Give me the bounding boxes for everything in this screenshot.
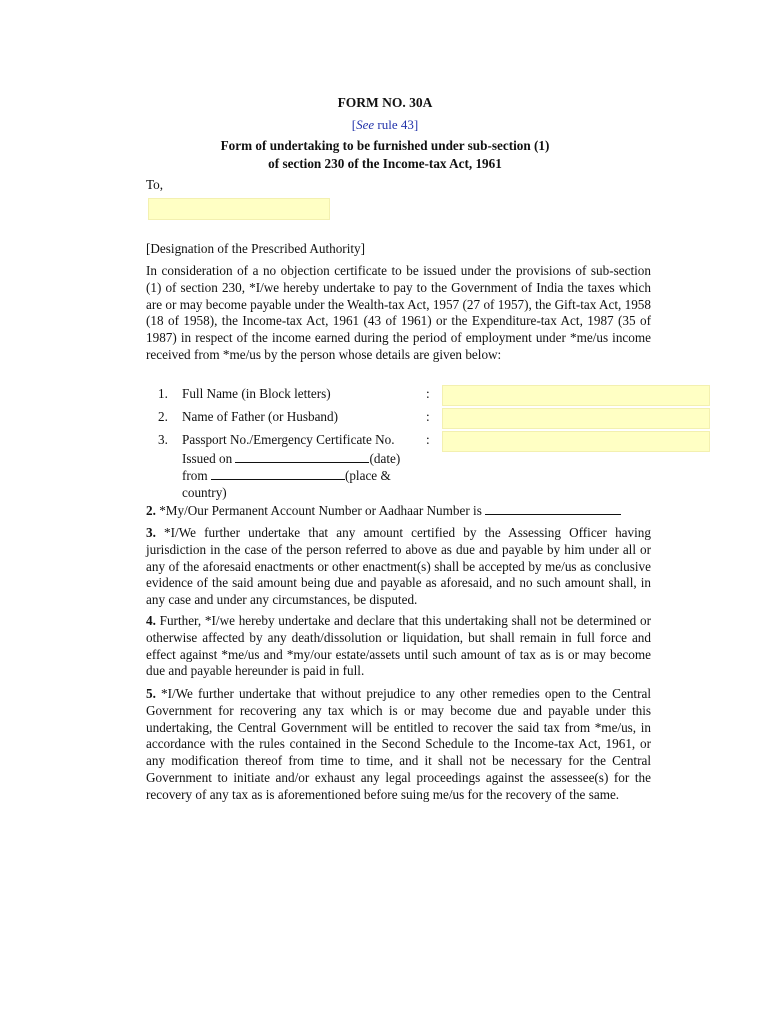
from-line: [182, 468, 391, 485]
rule-see-word: See: [356, 117, 375, 132]
item-full-name: [158, 386, 331, 403]
item-colon: :: [426, 386, 430, 401]
designation-label: [Designation of the Prescribed Authority]: [146, 241, 366, 256]
from-label: from: [182, 468, 208, 483]
item-number: 3.: [158, 432, 168, 447]
paragraph-number: 5.: [146, 686, 156, 701]
rule-bracket: [: [351, 117, 357, 132]
father-name-field[interactable]: [442, 408, 710, 429]
form-subtitle-line2: of section 230 of the Income-tax Act, 1961: [268, 156, 502, 171]
addressee-field[interactable]: [148, 198, 330, 220]
passport-input[interactable]: [443, 432, 709, 451]
item-father-name: [158, 409, 338, 426]
item-label: Full Name (in Block letters): [182, 386, 331, 401]
item-number: 2.: [158, 409, 168, 424]
paragraph-4: [146, 613, 651, 680]
item-colon: :: [426, 409, 430, 424]
paragraph-text: *I/We further undertake that without prejudice to any other remedies open to the Central Government for recovering any tax which is or may become due and payable under this undertaking, the Central Government will be entitled to recover the said tax from *me/us, in accordance with the rules contained in the Second Schedule to the Income-tax Act, 1961, or any modification thereof from time to time, and it shall not be necessary for the Central Government to initiate and/or exhaust any legal proceedings against the assessee(s) for the recovery of any tax as is aforementioned before suing me/us for the recovery of the same.: [146, 686, 651, 802]
place-suffix: (place &: [344, 468, 391, 483]
paragraph-2: [146, 503, 651, 520]
paragraph-number: 3.: [146, 525, 156, 540]
addressee-input[interactable]: [149, 199, 329, 219]
paragraph-number: 4.: [146, 613, 156, 628]
issued-date-blank[interactable]: [235, 451, 369, 463]
issued-on-label: Issued on: [182, 451, 233, 466]
form-title: FORM NO. 30A: [337, 95, 433, 110]
pan-aadhaar-blank[interactable]: [485, 503, 621, 515]
issued-on-line: [182, 451, 400, 468]
issued-place-blank[interactable]: [211, 468, 345, 480]
form-subtitle-line1: Form of undertaking to be furnished under sub-section (1): [220, 138, 550, 153]
rule-number: rule 43]: [374, 117, 419, 132]
full-name-field[interactable]: [442, 385, 710, 406]
to-label: To,: [146, 177, 164, 192]
intro-paragraph: In consideration of a no objection certificate to be issued under the provisions of sub-section (1) of section 230, *I/we hereby undertake to pay to the Government of India the taxes which are or may become payable under the Wealth-tax Act, 1957 (27 of 1957), the Gift-tax Act, 1958 (18 of 1958), the Income-tax Act, 1961 (43 of 1961) or the Expenditure-tax Act, 1987 (35 of 1987) in respect of the income earned during the period of employment under *me/us income received from *me/us by the person whose details are given below:: [146, 263, 651, 362]
paragraph-3: [146, 525, 651, 609]
passport-field[interactable]: [442, 431, 710, 452]
item-label: Name of Father (or Husband): [182, 409, 339, 424]
paragraph-5: [146, 686, 651, 804]
item-label: Passport No./Emergency Certificate No.: [182, 432, 395, 447]
country-label: country): [182, 485, 227, 500]
paragraph-text: *My/Our Permanent Account Number or Aadhaar Number is: [155, 503, 482, 518]
item-number: 1.: [158, 386, 168, 401]
father-name-input[interactable]: [443, 409, 709, 428]
paragraph-text: *I/We further undertake that any amount certified by the Assessing Officer having jurisdiction in the case of the person referred to above as due and payable by him under all or any of the aforesaid enactments or other enactment(s) shall be accepted by me/us as conclusive evidence of the said amount being due and payable as aforesaid, and no such amount shall, in any case and under any circumstances, be disputed.: [146, 525, 651, 608]
item-colon: :: [426, 432, 430, 447]
full-name-input[interactable]: [443, 386, 709, 405]
rule-reference: [0, 117, 770, 134]
item-passport: [158, 432, 395, 449]
paragraph-text: Further, *I/we hereby undertake and declare that this undertaking shall not be determined or otherwise affected by any death/dissolution or liquidation, but shall remain in full force and effect against *me/us and *my/our estate/assets until such amount of tax as is or may become due and payable hereunder is paid in full.: [146, 613, 651, 679]
date-suffix: (date): [369, 451, 401, 466]
paragraph-number: 2.: [146, 503, 156, 518]
